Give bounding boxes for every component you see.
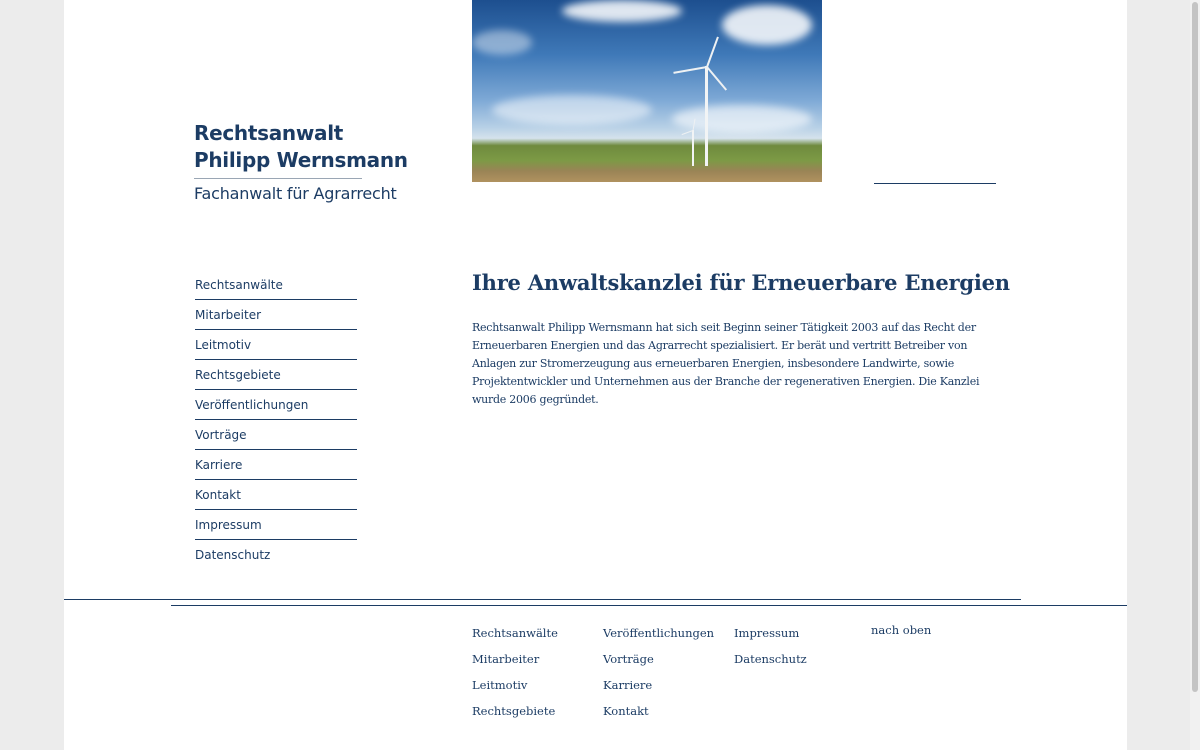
logo-divider: [194, 178, 362, 179]
page-scrollbar[interactable]: [1190, 0, 1200, 750]
intro-paragraph: Rechtsanwalt Philipp Wernsmann hat sich seit Beginn seiner Tätigkeit 2003 auf das Recht der Erneuerbaren Energien und das Agrarrecht spezialisiert. Er berät und vertritt Betreiber von Anlagen zur Stromerzeugung aus erneuerbaren Energien, insbesondere Landwirte, sowie Projektentwickler und Unternehmen aus der Branche der regenerativen Energien. Die Kanzlei wurde 2006 gegründet.: [472, 321, 980, 406]
turbine-blade: [673, 66, 707, 74]
sidebar-item-veroeffentlichungen[interactable]: [195, 390, 357, 420]
sidebar-link[interactable]: Rechtsanwälte: [195, 277, 283, 292]
footer-link-veroeffentlichungen[interactable]: Veröffentlichungen: [603, 626, 715, 640]
sidebar-item-karriere[interactable]: [195, 450, 357, 480]
sidebar-link[interactable]: Datenschutz: [195, 547, 271, 562]
footer-link-leitmotiv[interactable]: Leitmotiv: [472, 678, 528, 692]
sidebar-link[interactable]: Vorträge: [195, 427, 247, 442]
footer-rule-top: [64, 599, 1021, 600]
footer-item: [603, 622, 714, 648]
footer-link-impressum[interactable]: Impressum: [734, 626, 800, 640]
sidebar-link[interactable]: Rechtsgebiete: [195, 367, 281, 382]
sidebar-link[interactable]: Kontakt: [195, 487, 241, 502]
scrollbar-thumb[interactable]: [1192, 2, 1198, 692]
sidebar-item-leitmotiv[interactable]: [195, 330, 357, 360]
footer-link-rechtsanwaelte[interactable]: Rechtsanwälte: [472, 626, 558, 640]
logo-title-line2: Philipp Wernsmann: [194, 148, 408, 172]
turbine-blade: [706, 37, 719, 68]
footer-nav-column-1: [472, 622, 558, 726]
site-logo[interactable]: [194, 120, 408, 205]
sidebar-item-datenschutz[interactable]: [195, 540, 357, 569]
hero-cloud: [492, 95, 652, 125]
footer-link-mitarbeiter[interactable]: Mitarbeiter: [472, 652, 540, 666]
logo-subtitle: Fachanwalt für Agrarrecht: [194, 184, 397, 203]
footer-link-kontakt[interactable]: Kontakt: [603, 704, 649, 718]
footer-item: [472, 674, 558, 700]
hero-cloud: [562, 0, 682, 22]
sidebar-link[interactable]: Mitarbeiter: [195, 307, 262, 322]
footer-rule-bottom: [171, 605, 1127, 606]
turbine-mast: [692, 130, 694, 166]
sidebar-item-mitarbeiter[interactable]: [195, 300, 357, 330]
header-rule: [874, 183, 996, 184]
sidebar-item-vortraege[interactable]: [195, 420, 357, 450]
footer-item: [734, 622, 807, 648]
sidebar-nav: [195, 270, 357, 569]
sidebar-link[interactable]: Karriere: [195, 457, 243, 472]
footer-item: [472, 700, 558, 726]
footer-item: [603, 648, 714, 674]
sidebar-item-rechtsanwaelte[interactable]: [195, 270, 357, 300]
footer-nav-column-3: [734, 622, 807, 674]
page-title: Ihre Anwaltskanzlei für Erneuerbare Energien: [472, 270, 1010, 295]
sidebar-link[interactable]: Veröffentlichungen: [195, 397, 309, 412]
hero-cloud: [722, 5, 812, 45]
footer-link-datenschutz[interactable]: Datenschutz: [734, 652, 807, 666]
footer-item: [472, 622, 558, 648]
footer-link-vortraege[interactable]: Vorträge: [603, 652, 654, 666]
hero-image: [472, 0, 822, 182]
sidebar-item-rechtsgebiete[interactable]: [195, 360, 357, 390]
turbine-blade: [706, 66, 727, 90]
hero-cloud: [472, 30, 532, 55]
footer-link-rechtsgebiete[interactable]: Rechtsgebiete: [472, 704, 556, 718]
back-to-top-link[interactable]: nach oben: [871, 623, 932, 637]
footer-link-karriere[interactable]: Karriere: [603, 678, 653, 692]
sidebar-item-kontakt[interactable]: [195, 480, 357, 510]
footer-item: [472, 648, 558, 674]
turbine-mast: [705, 66, 708, 166]
sidebar-link[interactable]: Leitmotiv: [195, 337, 252, 352]
footer-nav-column-2: [603, 622, 714, 726]
logo-title-line1: Rechtsanwalt: [194, 121, 344, 145]
sidebar-link[interactable]: Impressum: [195, 517, 262, 532]
footer-item: [734, 648, 807, 674]
footer-item: [603, 700, 714, 726]
sidebar-item-impressum[interactable]: [195, 510, 357, 540]
footer-item: [603, 674, 714, 700]
